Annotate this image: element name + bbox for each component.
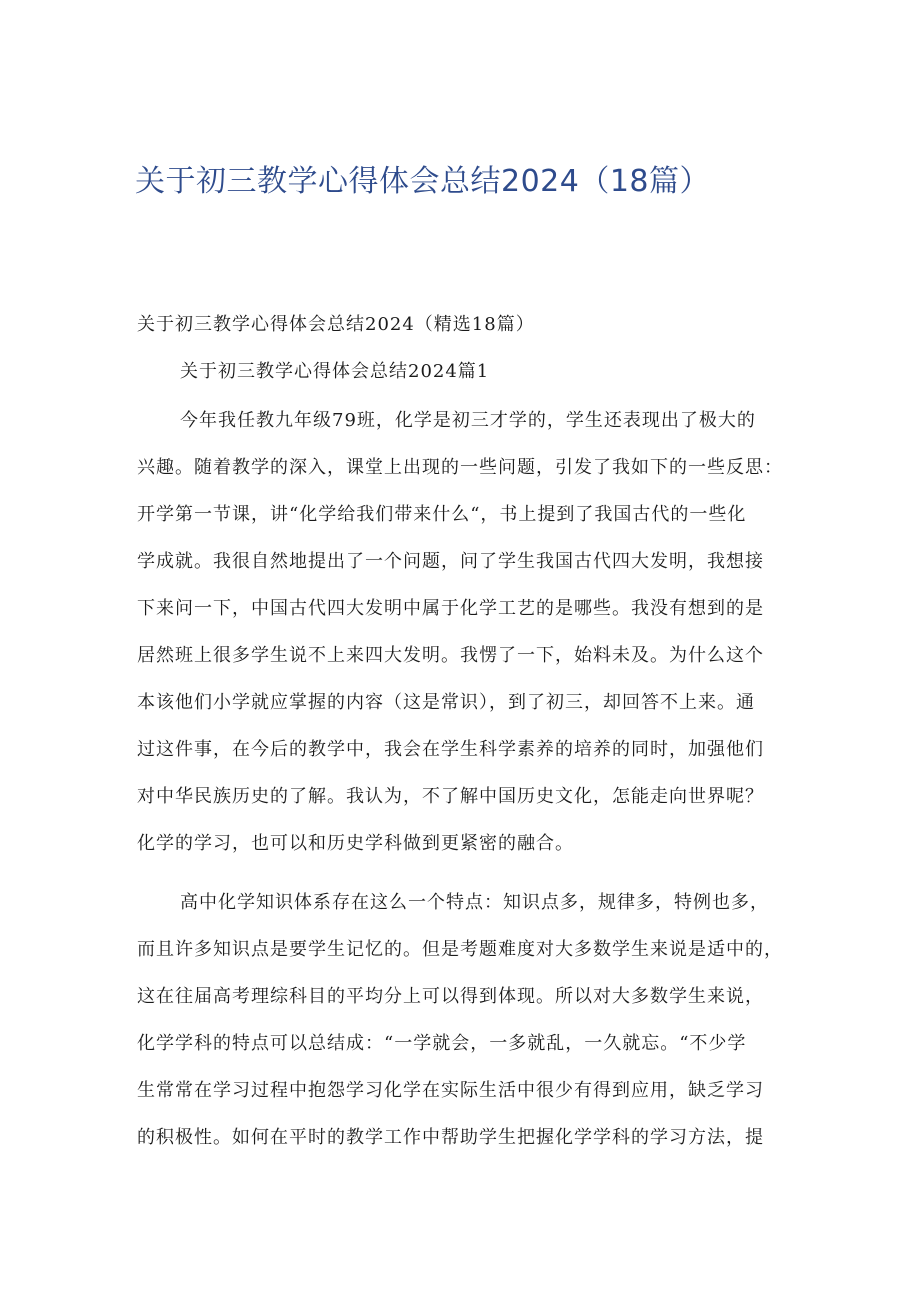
paragraph-1 — [137, 397, 797, 867]
document-title: 关于初三教学心得体会总结2024（18篇） — [135, 164, 711, 199]
paragraph-line: 今年我任教九年级79班，化学是初三才学的，学生还表现出了极大的 — [180, 410, 756, 431]
paragraph-line: 而且许多知识点是要学生记忆的。但是考题难度对大多数学生来说是适中的， — [137, 939, 783, 960]
paragraph-line: 这在往届高考理综科目的平均分上可以得到体现。所以对大多数学生来说， — [137, 986, 764, 1007]
paragraph-line: 的积极性。如何在平时的教学工作中帮助学生把握化学学科的学习方法，提 — [137, 1127, 764, 1148]
paragraph-line: 下来问一下，中国古代四大发明中属于化学工艺的是哪些。我没有想到的是 — [137, 598, 764, 619]
paragraph-line: 化学的学习，也可以和历史学科做到更紧密的融合。 — [137, 833, 574, 854]
paragraph-line: 居然班上很多学生说不上来四大发明。我愣了一下，始料未及。为什么这个 — [137, 645, 764, 666]
article-heading: 关于初三教学心得体会总结2024篇1 — [180, 361, 490, 382]
paragraph-line: 化学学科的特点可以总结成：“一学就会，一多就乱，一久就忘。“不少学 — [137, 1033, 747, 1054]
paragraph-line: 过这件事，在今后的教学中，我会在学生科学素养的培养的同时，加强他们 — [137, 739, 764, 760]
paragraph-line: 本该他们小学就应掌握的内容（这是常识），到了初三，却回答不上来。通 — [137, 692, 755, 713]
paragraph-line: 学成就。我很自然地提出了一个问题，问了学生我国古代四大发明，我想接 — [137, 551, 764, 572]
paragraph-2 — [137, 879, 797, 1161]
document-subtitle: 关于初三教学心得体会总结2024（精选18篇） — [137, 314, 535, 335]
paragraph-line: 生常常在学习过程中抱怨学习化学在实际生活中很少有得到应用，缺乏学习 — [137, 1080, 764, 1101]
paragraph-line: 开学第一节课，讲“化学给我们带来什么“，书上提到了我国古代的一些化 — [137, 504, 747, 525]
paragraph-line: 高中化学知识体系存在这么一个特点：知识点多，规律多，特例也多， — [180, 892, 769, 913]
paragraph-line: 兴趣。随着教学的深入，课堂上出现的一些问题，引发了我如下的一些反思： — [137, 457, 783, 478]
paragraph-line: 对中华民族历史的了解。我认为，不了解中国历史文化，怎能走向世界呢？ — [137, 786, 764, 807]
